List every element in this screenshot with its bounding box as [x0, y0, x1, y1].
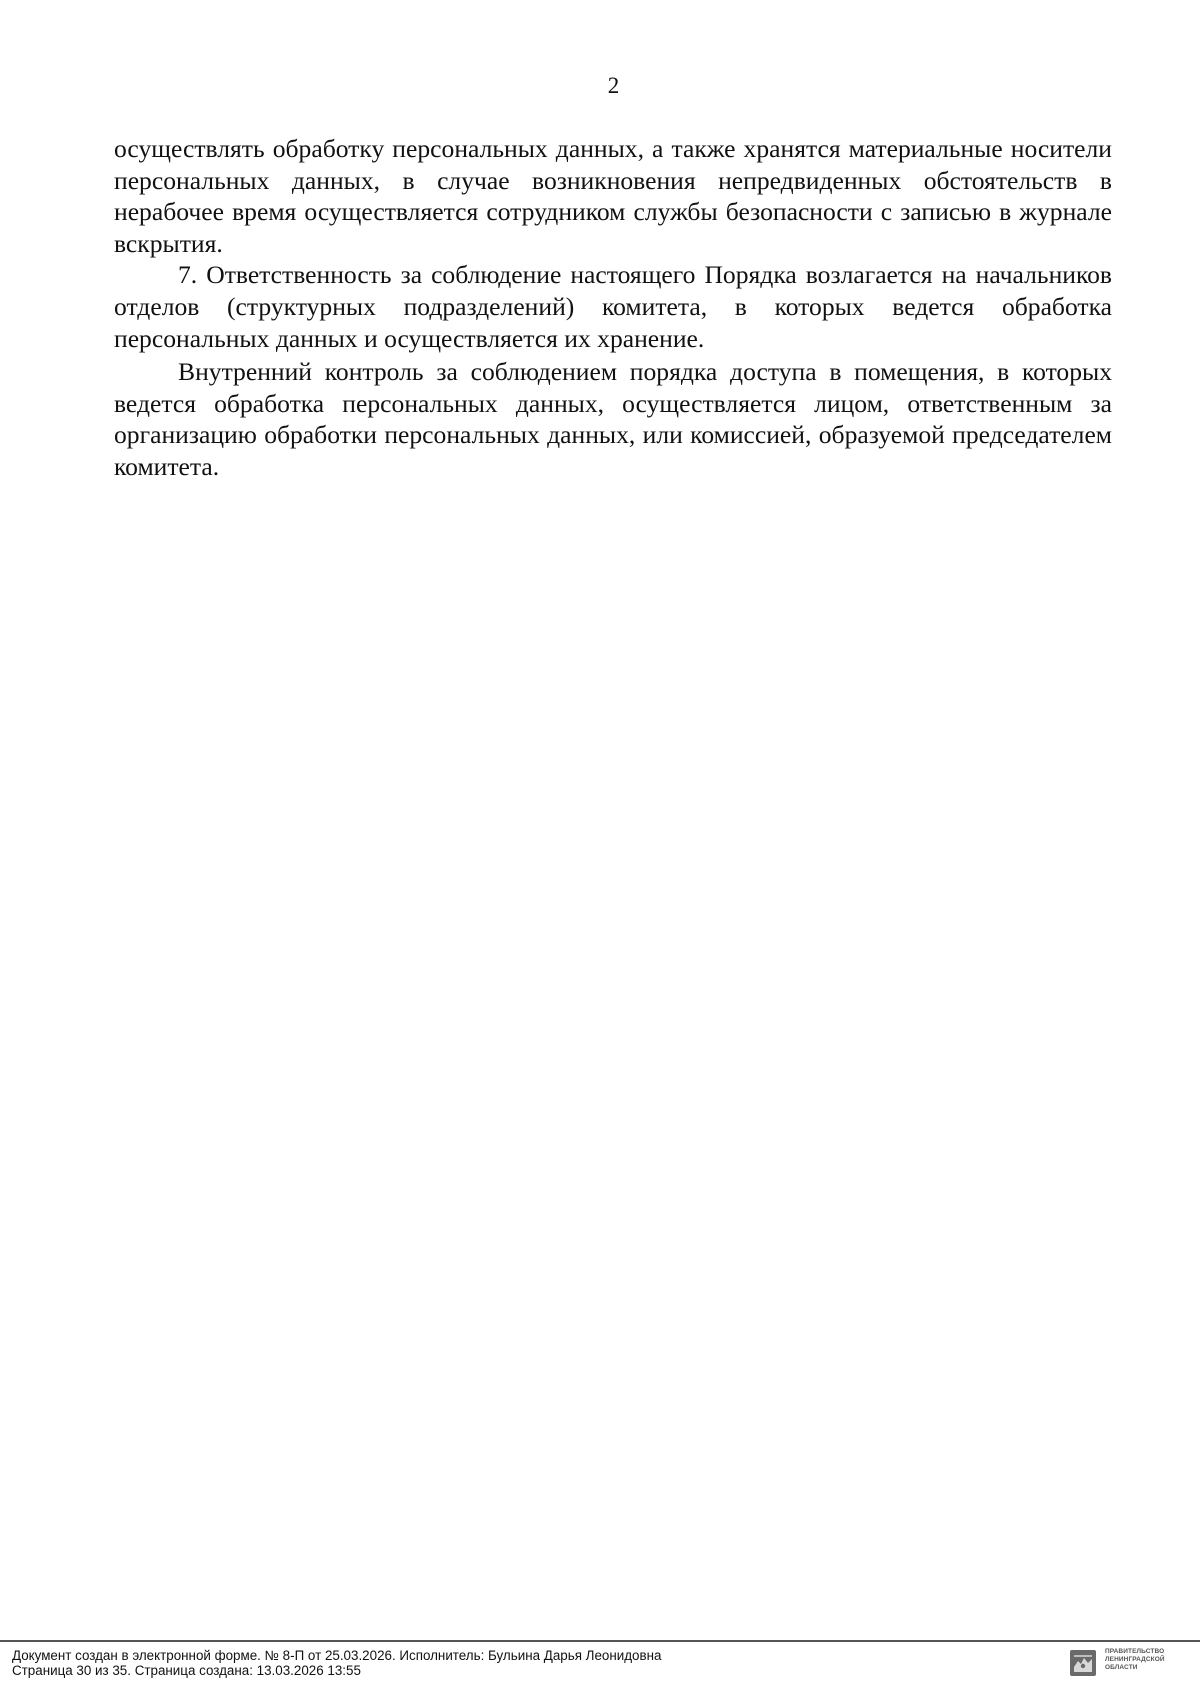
footer-divider	[0, 1640, 1200, 1642]
footer-document-info: Документ создан в электронной форме. № 8-П от 25.03.2026. Исполнитель: Бульина Дарья Леонидовна	[12, 1648, 662, 1663]
footer-info	[12, 1648, 661, 1678]
footer-logo-line: ЛЕНИНГРАДСКОЙ	[1105, 1656, 1165, 1663]
footer-logo	[1069, 1647, 1185, 1679]
footer-logo-text	[1105, 1648, 1185, 1672]
regional-emblem-icon	[1069, 1649, 1097, 1677]
footer-logo-line: ПРАВИТЕЛЬСТВО	[1105, 1648, 1165, 1655]
paragraph-continuation: осуществлять обработку персональных данных, а также хранятся материальные носители персональных данных, в случае возникновения непредвиденных обстоятельств в нерабочее время осуществляется сотрудником службы безопасности с записью в журнале вскрытия.	[114, 134, 1112, 258]
footer-logo-line: ОБЛАСТИ	[1105, 1664, 1138, 1671]
paragraph-item-7: 7. Ответственность за соблюдение настоящего Порядка возлагается на начальников отделов (структурных подразделений) комитета, в которых ведется обработка персональных данных и осуществляется их хранение.	[114, 260, 1112, 353]
page-number: 2	[607, 73, 620, 98]
document-body	[114, 133, 1112, 483]
paragraph-internal-control: Внутренний контроль за соблюдением порядка доступа в помещения, в которых ведется обработка персональных данных, осуществляется лицом, ответственным за организацию обработки персональных данных, или комиссией, образуемой председателем комитета.	[114, 357, 1112, 481]
footer-page-info: Страница 30 из 35. Страница создана: 13.03.2026 13:55	[12, 1663, 361, 1678]
